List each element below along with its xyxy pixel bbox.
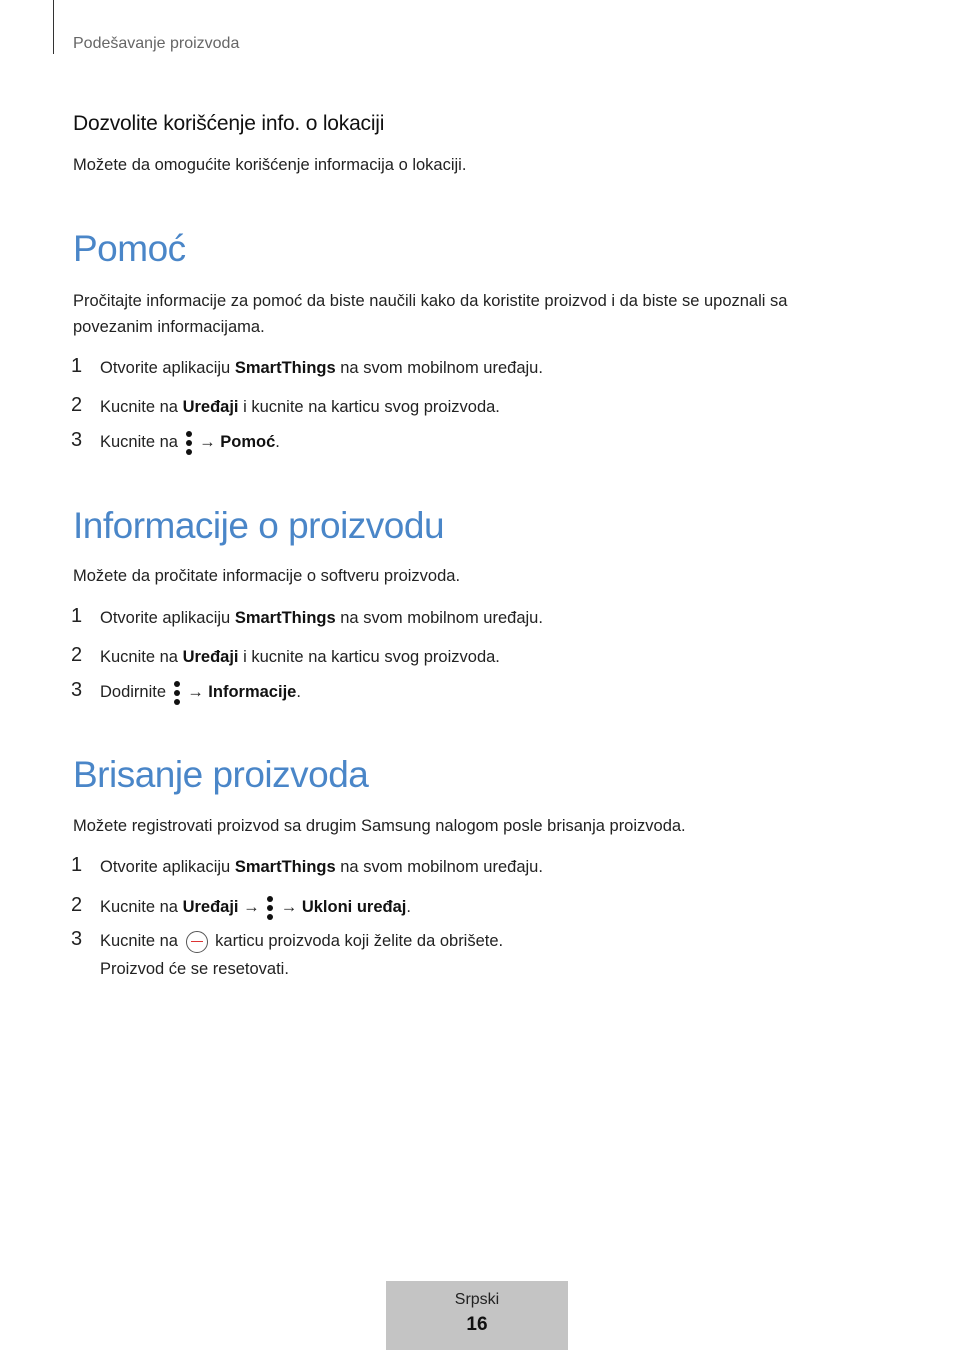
devices-label: Uređaji — [182, 398, 239, 416]
step-text: . — [275, 433, 280, 451]
more-options-icon — [266, 896, 274, 920]
step-number: 1 — [71, 355, 83, 377]
step-number: 2 — [71, 394, 83, 416]
remove-circle-icon — [186, 931, 208, 953]
arrow: → — [194, 433, 221, 451]
location-text: Možete da omogućite korišćenje informacija o lokaciji. — [73, 156, 467, 174]
step-text: na svom mobilnom uređaju. — [335, 359, 543, 377]
help-title: Pomoć — [73, 228, 186, 269]
step-text: i kucnite na karticu svog proizvoda. — [238, 648, 500, 666]
arrow: → — [182, 683, 209, 701]
arrow: → — [276, 898, 302, 916]
information-label: Informacije — [208, 683, 297, 701]
step-number: 3 — [71, 429, 83, 451]
step-text: Kucnite na — [100, 398, 183, 416]
step-text: Otvorite aplikaciju — [100, 359, 235, 377]
app-name: SmartThings — [234, 609, 336, 627]
step-text: Dodirnite — [100, 683, 171, 701]
step-text: na svom mobilnom uređaju. — [335, 609, 543, 627]
help-intro-line1: Pročitajte informacije za pomoć da biste naučili kako da koristite proizvod i da biste se upoznali sa — [73, 292, 788, 310]
step-text: karticu proizvoda koji želite da obrišete. — [210, 932, 504, 950]
app-name: SmartThings — [234, 359, 336, 377]
delete-title: Brisanje proizvoda — [73, 754, 369, 795]
step-text: Otvorite aplikaciju — [100, 858, 235, 876]
step-number: 3 — [71, 679, 83, 701]
step-text: Kucnite na — [100, 648, 183, 666]
step-text: Kucnite na — [100, 932, 183, 950]
step-number: 1 — [71, 605, 83, 627]
help-label: Pomoć — [220, 433, 276, 451]
delete-intro: Možete registrovati proizvod sa drugim Samsung nalogom posle brisanja proizvoda. — [73, 817, 686, 835]
delete-step-3-note: Proizvod će se resetovati. — [100, 960, 289, 978]
location-heading: Dozvolite korišćenje info. o lokaciji — [73, 112, 385, 135]
running-header: Podešavanje proizvoda — [73, 35, 240, 52]
page-footer — [386, 1281, 568, 1350]
devices-label: Uređaji — [182, 898, 239, 916]
step-text: na svom mobilnom uređaju. — [335, 858, 543, 876]
app-name: SmartThings — [234, 858, 336, 876]
info-intro: Možete da pročitate informacije o softveru proizvoda. — [73, 567, 461, 585]
step-number: 1 — [71, 854, 83, 876]
remove-device-label: Ukloni uređaj — [301, 898, 407, 916]
step-text: Kucnite na — [100, 898, 183, 916]
arrow: → — [238, 898, 265, 916]
help-intro-line2: povezanim informacijama. — [73, 318, 265, 336]
step-number: 2 — [71, 894, 83, 916]
info-title: Informacije o proizvodu — [73, 505, 445, 546]
devices-label: Uređaji — [182, 648, 239, 666]
step-number: 3 — [71, 928, 83, 950]
footer-language: Srpski — [454, 1291, 500, 1308]
step-text: . — [406, 898, 411, 916]
step-text: i kucnite na karticu svog proizvoda. — [238, 398, 500, 416]
step-text: . — [296, 683, 301, 701]
page-number: 16 — [466, 1314, 488, 1335]
more-options-icon — [185, 431, 193, 455]
step-text: Kucnite na — [100, 433, 183, 451]
step-text: Otvorite aplikaciju — [100, 609, 235, 627]
more-options-icon — [173, 681, 181, 705]
step-number: 2 — [71, 644, 83, 666]
margin-rule — [53, 0, 54, 54]
